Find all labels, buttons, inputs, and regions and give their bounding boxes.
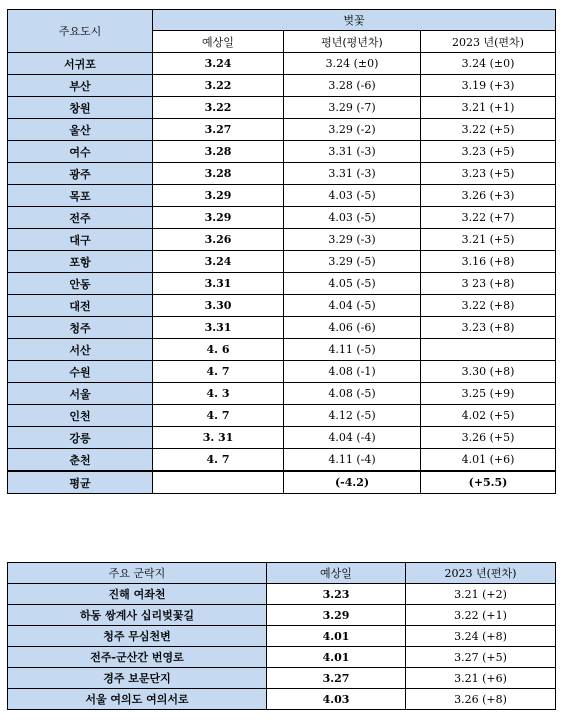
place-name: 진해 여좌천 xyxy=(8,584,267,605)
place-name: 서울 여의도 여의서로 xyxy=(8,689,267,710)
date-2023: 3.22 (+1) xyxy=(406,605,556,626)
normal-date: 3.29 (-5) xyxy=(284,251,421,273)
pred-date: 4.03 xyxy=(267,689,406,710)
table-row xyxy=(8,273,556,295)
table-row xyxy=(8,75,556,97)
normal-date: 4.11 (-5) xyxy=(284,339,421,361)
city-name: 인천 xyxy=(8,405,153,427)
table-row xyxy=(8,317,556,339)
date-2023: 3.30 (+8) xyxy=(421,361,556,383)
date-2023: 3.26 (+8) xyxy=(406,689,556,710)
pred-date: 3.31 xyxy=(153,317,284,339)
table-row xyxy=(8,339,556,361)
pred-date: 3.31 xyxy=(153,273,284,295)
table-row xyxy=(8,605,556,626)
pred-date: 3.30 xyxy=(153,295,284,317)
date-2023: 4.01 (+6) xyxy=(421,449,556,472)
header-place: 주요 군락지 xyxy=(8,563,267,584)
pred-date: 3.23 xyxy=(267,584,406,605)
header-pred-2: 예상일 xyxy=(267,563,406,584)
table-row xyxy=(8,584,556,605)
table-row xyxy=(8,668,556,689)
city-name: 목포 xyxy=(8,185,153,207)
colony-rows xyxy=(8,584,556,710)
average-label: 평균 xyxy=(8,471,153,494)
header-normal: 평년(평년차) xyxy=(284,31,421,53)
city-name: 청주 xyxy=(8,317,153,339)
table-row xyxy=(8,383,556,405)
pred-date: 4.01 xyxy=(267,626,406,647)
date-2023: 3.21 (+2) xyxy=(406,584,556,605)
place-name: 경주 보문단지 xyxy=(8,668,267,689)
place-name: 전주-군산간 번영로 xyxy=(8,647,267,668)
pred-date: 3.22 xyxy=(153,75,284,97)
date-2023: 3.22 (+8) xyxy=(421,295,556,317)
table-row xyxy=(8,163,556,185)
date-2023: 3.22 (+7) xyxy=(421,207,556,229)
pred-date: 3.26 xyxy=(153,229,284,251)
pred-date: 4. 7 xyxy=(153,449,284,472)
normal-date: 4.06 (-6) xyxy=(284,317,421,339)
header-city: 주요도시 xyxy=(8,10,153,53)
date-2023: 3.23 (+5) xyxy=(421,163,556,185)
table-row xyxy=(8,647,556,668)
pred-date: 3.28 xyxy=(153,141,284,163)
pred-date: 4. 7 xyxy=(153,405,284,427)
date-2023: 3.21 (+5) xyxy=(421,229,556,251)
pred-date: 3.28 xyxy=(153,163,284,185)
normal-date: 4.04 (-5) xyxy=(284,295,421,317)
colony-forecast-table xyxy=(7,562,556,710)
header-cherry-blossom: 벚꽃 xyxy=(153,10,556,31)
date-2023: 3.24 (±0) xyxy=(421,53,556,75)
city-rows xyxy=(8,53,556,472)
table-row xyxy=(8,405,556,427)
table-row xyxy=(8,361,556,383)
city-name: 울산 xyxy=(8,119,153,141)
pred-date: 3.22 xyxy=(153,97,284,119)
table-row xyxy=(8,119,556,141)
city-name: 강릉 xyxy=(8,427,153,449)
header-2023: 2023 년(편차) xyxy=(421,31,556,53)
date-2023: 3 23 (+8) xyxy=(421,273,556,295)
normal-date: 3.29 (-7) xyxy=(284,97,421,119)
normal-date: 3.24 (±0) xyxy=(284,53,421,75)
table-row xyxy=(8,53,556,75)
pred-date: 3.24 xyxy=(153,53,284,75)
date-2023: 3.26 (+5) xyxy=(421,427,556,449)
pred-date: 3.24 xyxy=(153,251,284,273)
average-row xyxy=(8,471,556,494)
table-row xyxy=(8,97,556,119)
table-row xyxy=(8,427,556,449)
normal-date: 3.31 (-3) xyxy=(284,163,421,185)
normal-date: 3.29 (-3) xyxy=(284,229,421,251)
date-2023: 3.24 (+8) xyxy=(406,626,556,647)
date-2023: 3.19 (+3) xyxy=(421,75,556,97)
pred-date: 3.27 xyxy=(153,119,284,141)
pred-date: 3.29 xyxy=(267,605,406,626)
city-name: 전주 xyxy=(8,207,153,229)
place-name: 하동 쌍계사 십리벚꽃길 xyxy=(8,605,267,626)
date-2023: 3.16 (+8) xyxy=(421,251,556,273)
date-2023: 3.26 (+3) xyxy=(421,185,556,207)
city-name: 광주 xyxy=(8,163,153,185)
date-2023: 3.27 (+5) xyxy=(406,647,556,668)
date-2023: 3.23 (+8) xyxy=(421,317,556,339)
header-2023-2: 2023 년(편차) xyxy=(406,563,556,584)
table-row xyxy=(8,295,556,317)
city-name: 부산 xyxy=(8,75,153,97)
normal-date: 3.31 (-3) xyxy=(284,141,421,163)
city-name: 춘천 xyxy=(8,449,153,472)
city-name: 포항 xyxy=(8,251,153,273)
normal-date: 4.08 (-1) xyxy=(284,361,421,383)
pred-date: 4. 7 xyxy=(153,361,284,383)
city-name: 수원 xyxy=(8,361,153,383)
normal-date: 3.28 (-6) xyxy=(284,75,421,97)
place-name: 청주 무심천변 xyxy=(8,626,267,647)
table-row xyxy=(8,251,556,273)
city-name: 창원 xyxy=(8,97,153,119)
normal-date: 4.12 (-5) xyxy=(284,405,421,427)
date-2023: 3.21 (+1) xyxy=(421,97,556,119)
normal-date: 4.04 (-4) xyxy=(284,427,421,449)
city-name: 서귀포 xyxy=(8,53,153,75)
date-2023: 4.02 (+5) xyxy=(421,405,556,427)
city-name: 대구 xyxy=(8,229,153,251)
pred-date: 3.29 xyxy=(153,185,284,207)
normal-date: 3.29 (-2) xyxy=(284,119,421,141)
pred-date: 4.01 xyxy=(267,647,406,668)
pred-date: 4. 3 xyxy=(153,383,284,405)
date-2023 xyxy=(421,339,556,361)
table-row xyxy=(8,185,556,207)
pred-date: 3. 31 xyxy=(153,427,284,449)
date-2023: 3.22 (+5) xyxy=(421,119,556,141)
normal-date: 4.11 (-4) xyxy=(284,449,421,472)
city-name: 서산 xyxy=(8,339,153,361)
table-row xyxy=(8,449,556,472)
table-row xyxy=(8,626,556,647)
city-name: 여수 xyxy=(8,141,153,163)
header-pred: 예상일 xyxy=(153,31,284,53)
table-row xyxy=(8,207,556,229)
date-2023: 3.21 (+6) xyxy=(406,668,556,689)
pred-date: 3.27 xyxy=(267,668,406,689)
average-2023: (+5.5) xyxy=(421,471,556,494)
pred-date: 3.29 xyxy=(153,207,284,229)
normal-date: 4.03 (-5) xyxy=(284,207,421,229)
date-2023: 3.25 (+9) xyxy=(421,383,556,405)
average-normal: (-4.2) xyxy=(284,471,421,494)
table-row xyxy=(8,141,556,163)
normal-date: 4.05 (-5) xyxy=(284,273,421,295)
city-name: 서울 xyxy=(8,383,153,405)
normal-date: 4.08 (-5) xyxy=(284,383,421,405)
date-2023: 3.23 (+5) xyxy=(421,141,556,163)
normal-date: 4.03 (-5) xyxy=(284,185,421,207)
city-forecast-table xyxy=(7,9,556,494)
table-row xyxy=(8,689,556,710)
city-name: 안동 xyxy=(8,273,153,295)
table-row xyxy=(8,229,556,251)
city-name: 대전 xyxy=(8,295,153,317)
pred-date: 4. 6 xyxy=(153,339,284,361)
average-pred xyxy=(153,471,284,494)
